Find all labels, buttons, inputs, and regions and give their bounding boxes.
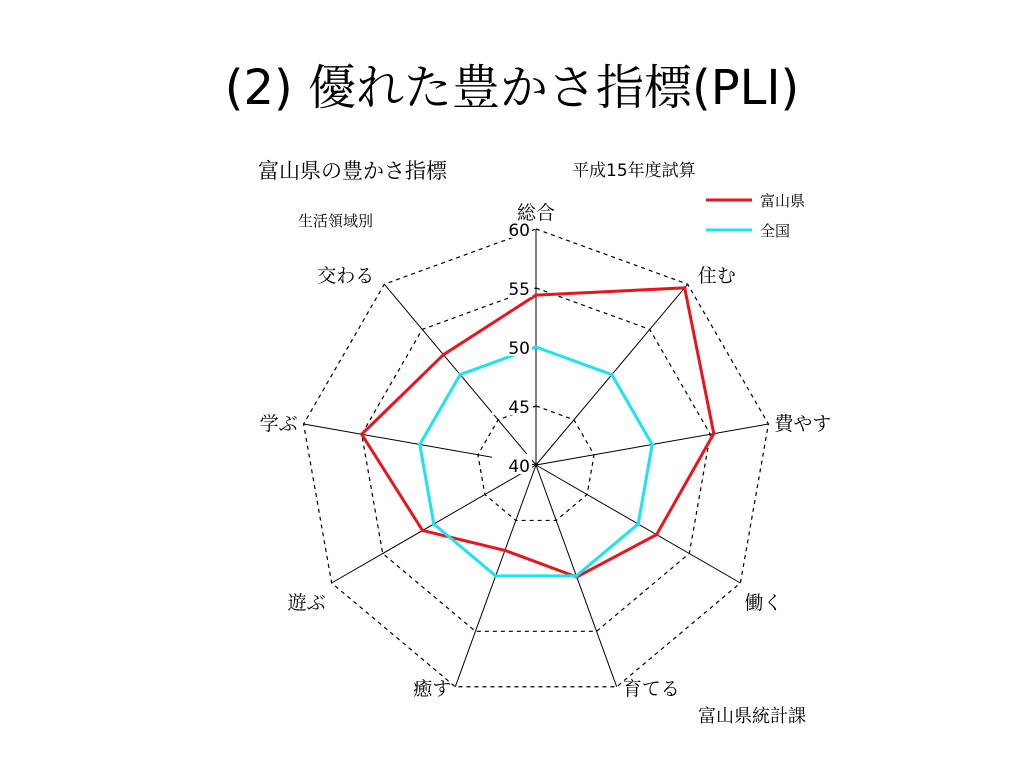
data-point [418,443,421,446]
tick-label: 50 [508,339,530,359]
chart-title: 富山県の豊かさ指標 [258,159,447,183]
data-point [459,373,462,376]
category-label-1: 総合 [516,202,556,224]
data-point [360,433,363,436]
category-label-4: 働く [744,592,783,614]
data-point [503,549,506,552]
category-label-6: 癒す [413,677,452,700]
series-1 [360,286,715,578]
chart-note: 生活領域別 [298,212,374,230]
data-point [655,533,658,536]
data-point [432,522,435,525]
data-point [683,286,686,289]
chart-source: 富山県統計課 [698,706,806,727]
category-label-3: 費やす [774,413,832,436]
category-label-5: 育てる [622,677,680,700]
category-label-7: 遊ぶ [287,592,326,614]
category-label-8: 学ぶ [259,413,298,436]
legend [706,192,805,240]
radar-category-labels [260,202,832,700]
series-line-1 [362,288,714,577]
slide-title: (2) 優れた豊かさ指標(PLI) [224,60,800,116]
tick-label: 45 [508,398,530,418]
radar-tick-labels [492,218,532,477]
radar-series [360,286,715,578]
data-point [610,373,613,376]
data-point [712,432,715,435]
data-point [534,345,537,348]
data-point [575,574,578,577]
category-label-2: 住む [697,265,736,288]
tick-label: 55 [508,280,530,300]
legend-label-2: 全国 [760,222,791,240]
category-label-9: 交わる [317,265,375,288]
data-point [494,574,497,577]
data-point [637,522,640,525]
data-point [421,529,424,532]
data-point [534,293,537,296]
chart-subtitle: 平成15年度試算 [572,161,696,181]
legend-label-1: 富山県 [760,192,806,210]
data-point [442,353,445,356]
tick-label: 40 [508,457,530,477]
data-point [651,443,654,446]
tick-label: 60 [508,221,530,241]
